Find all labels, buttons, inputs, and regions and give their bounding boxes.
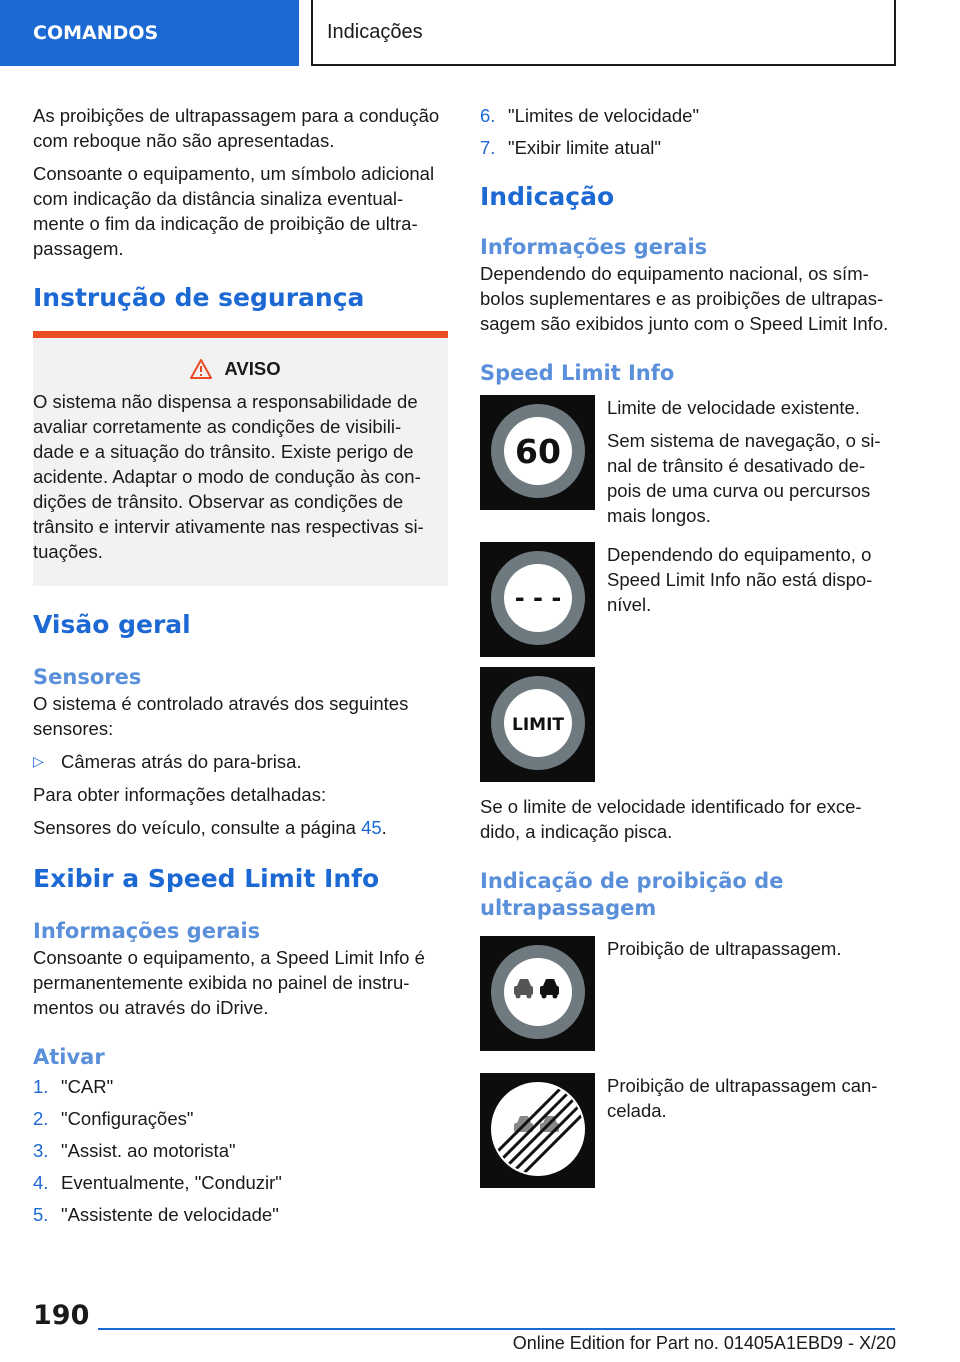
speed-limit-limit-row [480, 667, 896, 782]
warning-box [33, 331, 448, 586]
safety-heading: Instrução de segurança [33, 283, 365, 312]
list-item [33, 1074, 448, 1099]
speed-limit-unavailable-row [480, 542, 896, 657]
general-heading: Informações gerais [33, 919, 261, 943]
step-number: 6. [480, 105, 496, 126]
sensors-bullet [33, 749, 448, 774]
details-reference [33, 815, 448, 840]
steps-list [33, 1074, 448, 1227]
general-text: Consoante o equipamento, a Speed Limit Info é permanentemente exibida no painel de instru-mentos ou através do iDrive. [33, 947, 425, 1018]
section-title: COMANDOS [33, 22, 159, 44]
sensors-bullet-text: Câmeras atrás do para-brisa. [61, 751, 302, 772]
page-link[interactable]: 45 [361, 817, 382, 838]
list-item [33, 1202, 448, 1227]
list-item [480, 135, 896, 160]
step-text: "Exibir limite atual" [508, 137, 661, 158]
sign-description [607, 542, 896, 657]
limit-sign-image [480, 667, 595, 782]
speed-limit-info-heading: Speed Limit Info [480, 361, 675, 385]
no-overtaking-sign-image [480, 936, 595, 1051]
general-heading: Informações gerais [480, 235, 708, 259]
warning-header [33, 356, 438, 381]
chapter-title: Indicações [327, 20, 423, 43]
speed-limit-unavailable-icon [480, 542, 595, 657]
sign-description [607, 395, 896, 528]
speed-limit-60-icon [480, 395, 595, 510]
sensors-text: O sistema é controlado através dos seguintes sensores: [33, 693, 409, 739]
step-text: "Assist. ao motorista" [61, 1140, 236, 1161]
list-item [33, 1106, 448, 1131]
sign-60-text-1: Limite de velocidade existente. [607, 397, 860, 418]
step-text: "Configurações" [61, 1108, 194, 1129]
section-tab [0, 0, 299, 66]
step-number: 2. [33, 1108, 49, 1129]
list-item [33, 1138, 448, 1163]
step-number: 7. [480, 137, 496, 158]
no-overtaking-heading: Indicação de proibição de ultrapassagem [480, 869, 784, 920]
general-text: Dependendo do equipamento nacional, os sím-bolos suplementares e as proibições de ultrapas-sagem são exibidos junto com o Speed Limit Info. [480, 263, 889, 334]
details-ref-suffix: . [381, 817, 387, 838]
no-overtaking-cancelled-icon [480, 1073, 595, 1188]
overview-heading: Visão geral [33, 610, 191, 639]
unavailable-sign-image [480, 542, 595, 657]
details-text: Para obter informações detalhadas: [33, 784, 327, 805]
list-item [33, 1170, 448, 1195]
intro-paragraph-1: As proibições de ultrapassagem para a condução com reboque não são apresentadas. [33, 105, 440, 151]
exceeded-text: Se o limite de velocidade identificado for exce-dido, a indicação pisca. [480, 796, 862, 842]
bullet-triangle-icon: ▷ [33, 753, 44, 769]
no-overtaking-row [480, 936, 896, 1051]
step-number: 3. [33, 1140, 49, 1161]
footer-divider [98, 1328, 895, 1330]
sign-60-text-2: Sem sistema de navegação, o si-nal de trânsito é desativado de-pois de uma curva ou percursos mais longos. [607, 430, 881, 526]
sensors-heading: Sensores [33, 665, 142, 689]
limit-sign-icon [480, 667, 595, 782]
step-number: 4. [33, 1172, 49, 1193]
no-overtaking-icon [480, 936, 595, 1051]
step-text: Eventualmente, "Conduzir" [61, 1172, 282, 1193]
list-item [480, 103, 896, 128]
details-ref-prefix: Sensores do veículo, consulte a página [33, 817, 362, 838]
sign-dash-text: Dependendo do equipamento, o Speed Limit Info não está dispo-nível. [607, 544, 873, 615]
page-number: 190 [33, 1300, 90, 1331]
sign-limit-value: LIMIT [512, 715, 564, 735]
step-text: "Limites de velocidade" [508, 105, 700, 126]
intro-paragraph-2: Consoante o equipamento, um símbolo adicional com indicação da distância sinaliza eventual-mente o fim da indicação de proibição de ultra-passagem. [33, 163, 435, 259]
activate-heading: Ativar [33, 1045, 105, 1069]
no-overtaking-text: Proibição de ultrapassagem. [607, 938, 842, 959]
warning-title: AVISO [224, 358, 281, 379]
no-overtaking-cancelled-sign-image [480, 1073, 595, 1188]
sign-description [607, 1073, 896, 1188]
step-number: 5. [33, 1204, 49, 1225]
edition-note: Online Edition for Part no. 01405A1EBD9 - X/20 [512, 1333, 896, 1353]
speed-limit-60-row [480, 395, 896, 528]
step-text: "Assistente de velocidade" [61, 1204, 279, 1225]
no-overtaking-cancelled-row [480, 1073, 896, 1188]
sign-60-value: 60 [515, 432, 561, 471]
warning-text: O sistema não dispensa a responsabilidade de avaliar corretamente as condições de visibili-dade e a situação do trânsito. Existe perigo de acidente. Adaptar o modo de condução às con-dições de trânsito. Observar as condições de trânsito e intervir ativamente nas respectivas si-tuações. [33, 391, 424, 562]
display-heading: Exibir a Speed Limit Info [33, 864, 380, 893]
sign-dash-value: - - - [514, 584, 562, 612]
indication-heading: Indicação [480, 182, 615, 211]
step-number: 1. [33, 1076, 49, 1097]
sign-description [607, 936, 896, 1051]
no-overtaking-cancelled-text: Proibição de ultrapassagem can-celada. [607, 1075, 878, 1121]
speed-limit-sign-image [480, 395, 595, 510]
right-column [480, 103, 896, 1188]
left-column [33, 103, 448, 1227]
step-text: "CAR" [61, 1076, 114, 1097]
warning-triangle-icon [190, 359, 212, 379]
chapter-tab [311, 0, 896, 66]
